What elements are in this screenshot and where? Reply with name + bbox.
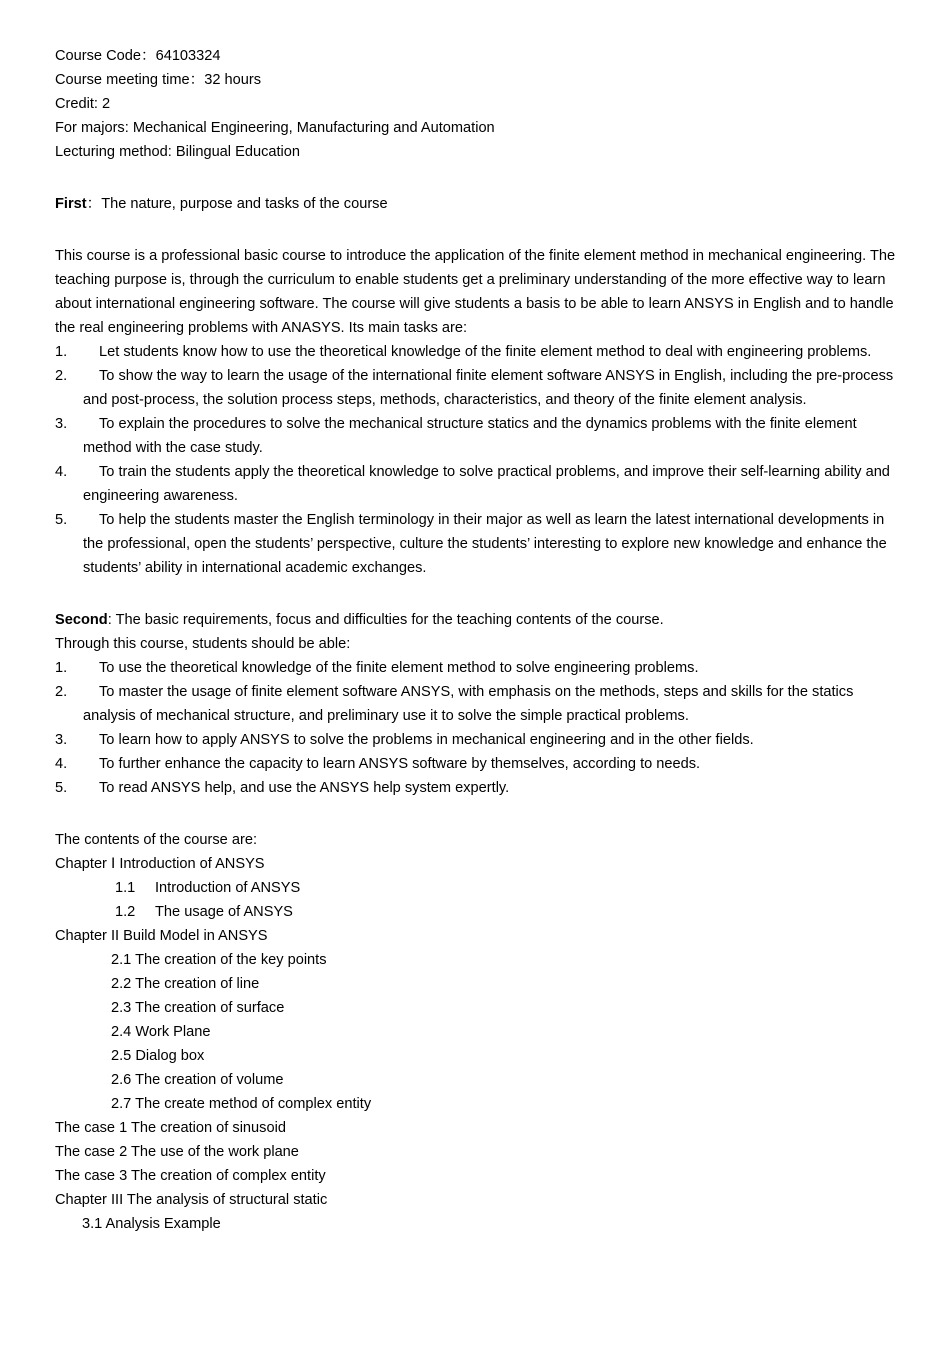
list-item xyxy=(55,460,900,508)
list-item xyxy=(55,340,900,364)
list-item-text: To further enhance the capacity to learn ANSYS software by themselves, according to needs. xyxy=(99,756,701,772)
second-heading-text: : The basic requirements, focus and difficulties for the teaching contents of the course. xyxy=(107,612,664,628)
case-entry: The case 2 The use of the work plane xyxy=(55,1144,299,1160)
list-item xyxy=(55,364,900,412)
section-entry: 2.6 The creation of volume xyxy=(111,1072,284,1088)
section-title: Introduction of ANSYS xyxy=(155,880,301,896)
list-number: 1. xyxy=(55,344,68,360)
list-item-text: To master the usage of finite element software ANSYS, with emphasis on the methods, steps and skills for the statics analysis of mechanical structure, and preliminary use it to solve the simple practical problems. xyxy=(83,684,854,724)
list-number: 2. xyxy=(55,684,68,700)
section-title: The usage of ANSYS xyxy=(155,904,293,920)
chapter-title: Chapter Ⅰ Introduction of ANSYS xyxy=(55,856,265,872)
document-page xyxy=(55,44,900,1236)
section-entry: 2.7 The create method of complex entity xyxy=(111,1096,372,1112)
list-number: 3. xyxy=(55,416,68,432)
list-item-text: To use the theoretical knowledge of the finite element method to solve engineering problems. xyxy=(99,660,699,676)
list-number: 4. xyxy=(55,756,68,772)
section-entry: 2.2 The creation of line xyxy=(111,976,260,992)
course-meeting-time: Course meeting time：32 hours xyxy=(55,72,262,88)
list-number: 2. xyxy=(55,368,68,384)
course-majors: For majors: Mechanical Engineering, Manufacturing and Automation xyxy=(55,120,495,136)
section-entry: 2.3 The creation of surface xyxy=(111,1000,285,1016)
case-entry: The case 3 The creation of complex entity xyxy=(55,1168,326,1184)
first-section-heading xyxy=(55,192,900,216)
second-section-heading xyxy=(55,608,900,632)
list-item xyxy=(55,656,900,680)
first-heading-text: ：The nature, purpose and tasks of the course xyxy=(86,196,388,212)
list-item xyxy=(55,680,900,728)
list-item-text: To explain the procedures to solve the mechanical structure statics and the dynamics problems with the finite element method with the case study. xyxy=(83,416,857,456)
chapter-title: Chapter II Build Model in ANSYS xyxy=(55,928,268,944)
list-item xyxy=(55,776,900,800)
list-item xyxy=(55,508,900,580)
list-number: 1. xyxy=(55,660,68,676)
second-requirement-list xyxy=(55,656,900,800)
lecturing-method: Lecturing method: Bilingual Education xyxy=(55,144,301,160)
list-item xyxy=(55,752,900,776)
first-intro-paragraph: This course is a professional basic course to introduce the application of the finite element method in mechanical engineering. The teaching purpose is, through the curriculum to enable students get a preliminary understanding of the more effective way to learn about international engineering software. The course will give students a basis to be able to learn ANSYS in English and to handle the real engineering problems with ANASYS. Its main tasks are: xyxy=(55,248,896,336)
list-number: 5. xyxy=(55,512,68,528)
section-entry: 2.5 Dialog box xyxy=(111,1048,205,1064)
section-entry xyxy=(55,876,900,900)
section-number: 1.2 xyxy=(115,904,136,920)
section-number: 1.1 xyxy=(115,880,136,896)
list-item-text: Let students know how to use the theoretical knowledge of the finite element method to deal with engineering problems. xyxy=(99,344,872,360)
section-entry xyxy=(55,900,900,924)
course-code: Course Code：64103324 xyxy=(55,48,221,64)
list-number: 5. xyxy=(55,780,68,796)
list-item-text: To learn how to apply ANSYS to solve the problems in mechanical engineering and in the other fields. xyxy=(99,732,754,748)
chapter-title: Chapter III The analysis of structural static xyxy=(55,1192,328,1208)
course-credit: Credit: 2 xyxy=(55,96,111,112)
list-item-text: To train the students apply the theoretical knowledge to solve practical problems, and improve their self-learning ability and engineering awareness. xyxy=(83,464,890,504)
list-item-text: To help the students master the English terminology in their major as well as learn the latest international developments in the professional, open the students’ perspective, culture the students’ interesting to explore new knowledge and enhance the students’ ability in international academic exchanges. xyxy=(83,512,887,576)
section-entry: 2.4 Work Plane xyxy=(111,1024,211,1040)
first-task-list xyxy=(55,340,900,580)
second-label: Second xyxy=(55,612,108,628)
list-number: 4. xyxy=(55,464,68,480)
section-entry: 3.1 Analysis Example xyxy=(82,1216,221,1232)
second-intro: Through this course, students should be able: xyxy=(55,636,351,652)
list-item xyxy=(55,728,900,752)
list-item-text: To show the way to learn the usage of the international finite element software ANSYS in English, including the pre-process and post-process, the solution process steps, methods, characteristics, and theory of the finite element analysis. xyxy=(83,368,894,408)
list-number: 3. xyxy=(55,732,68,748)
first-label: First xyxy=(55,196,87,212)
case-entry: The case 1 The creation of sinusoid xyxy=(55,1120,286,1136)
list-item-text: To read ANSYS help, and use the ANSYS help system expertly. xyxy=(99,780,510,796)
contents-heading: The contents of the course are: xyxy=(55,832,257,848)
list-item xyxy=(55,412,900,460)
section-entry: 2.1 The creation of the key points xyxy=(111,952,327,968)
